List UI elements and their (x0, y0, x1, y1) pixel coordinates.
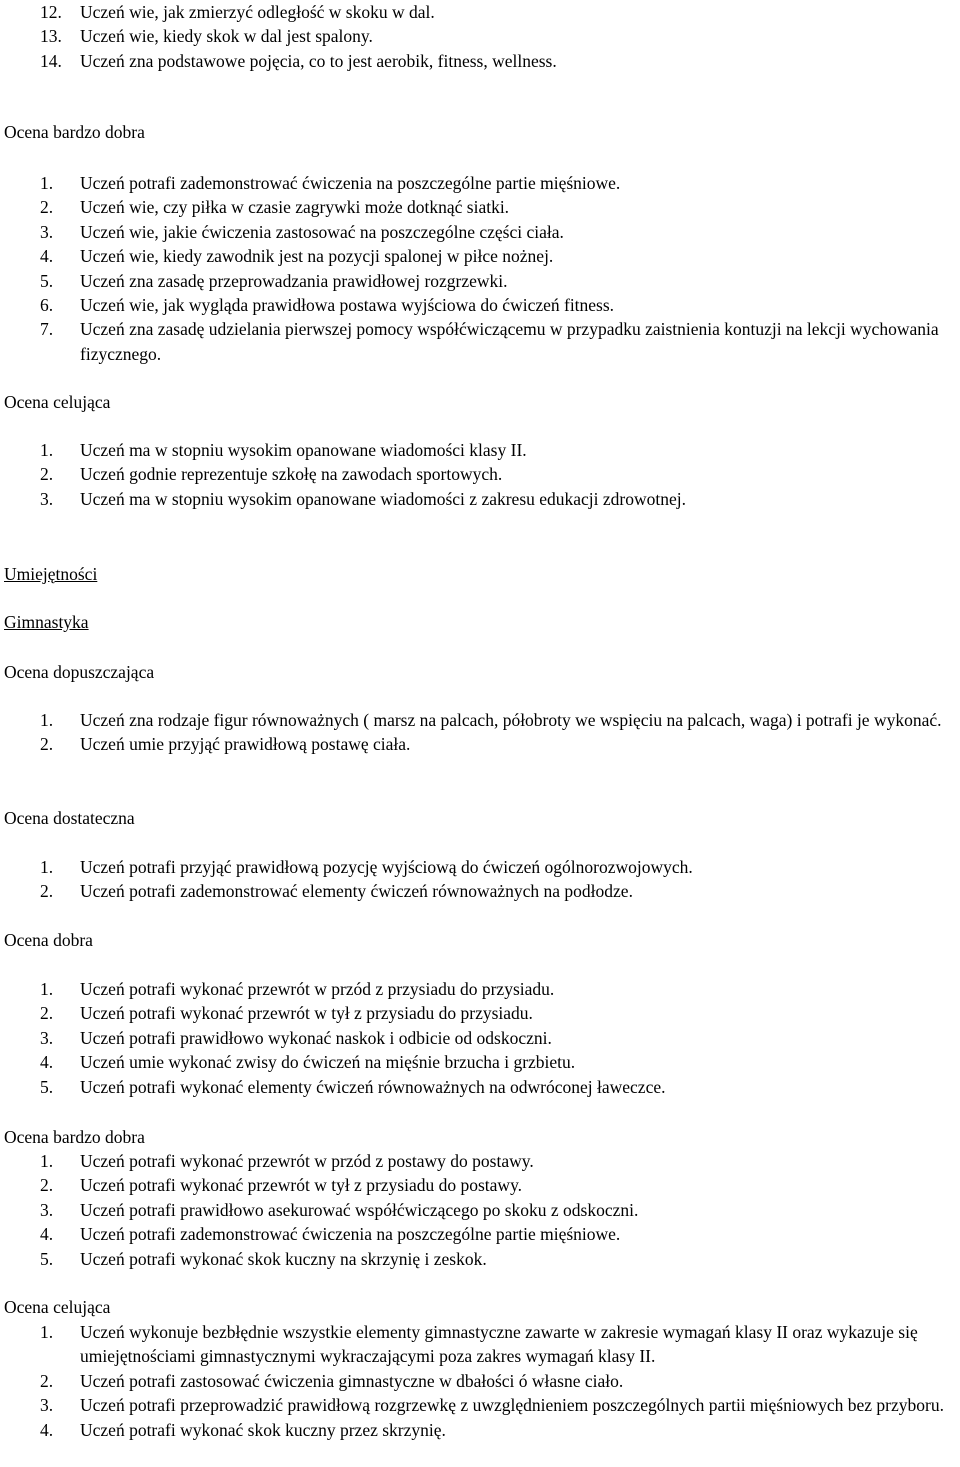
gym-bardzo-dobra-heading: Ocena bardzo dobra (4, 1127, 145, 1147)
knowledge-celujaca-heading: Ocena celująca (4, 392, 111, 412)
list-item: 2. Uczeń godnie reprezentuje szkołę na zawodach sportowych. (40, 464, 503, 485)
knowledge-celujaca-list (0, 438, 960, 511)
top-list (0, 0, 960, 73)
list-item: 1. Uczeń potrafi wykonać przewrót w przód z przysiadu do przysiadu. (40, 979, 555, 999)
list-item: 3. Uczeń potrafi prawidłowo asekurować współćwiczącego po skoku z odskoczni. (40, 1199, 639, 1220)
list-item: 2. Uczeń potrafi wykonać przewrót w tył z przysiadu do przysiadu. (40, 1003, 533, 1024)
gym-celujaca-block (0, 1320, 960, 1442)
list-item: 4. Uczeń umie wykonać zwisy do ćwiczeń na mięśnie brzucha i grzbietu. (40, 1052, 576, 1073)
list-item: 1. Uczeń potrafi zademonstrować ćwiczenia na poszczególne partie mięśniowe. (40, 173, 621, 193)
gym-dobra-block (0, 977, 960, 1099)
list-item: 4. Uczeń potrafi zademonstrować ćwiczenia na poszczególne partie mięśniowe. (40, 1224, 621, 1245)
list-item: 1. Uczeń potrafi przyjąć prawidłową pozycję wyjściową do ćwiczeń ogólnorozwojowych. (40, 857, 693, 877)
gym-celujaca-heading: Ocena celująca (4, 1297, 111, 1317)
list-item: 3. Uczeń wie, jakie ćwiczenia zastosować na poszczególne części ciała. (40, 221, 564, 242)
list-item: 2. Uczeń potrafi zademonstrować elementy ćwiczeń równoważnych na podłodze. (40, 881, 633, 902)
gym-dobra-list (0, 977, 960, 1099)
list-item: 5. Uczeń potrafi wykonać skok kuczny na skrzynię i zeskok. (40, 1248, 487, 1269)
list-item: 4. Uczeń potrafi wykonać skok kuczny przez skrzynię. (40, 1419, 446, 1440)
skills-heading: Umiejętności (4, 564, 98, 584)
list-item: 3. Uczeń potrafi prawidłowo wykonać naskok i odbicie od odskoczni. (40, 1027, 552, 1048)
list-item: 7. Uczeń zna zasadę udzielania pierwszej pomocy współćwiczącemu w przypadku zaistnienia kontuzji na lekcji wychowania fizycznego. (40, 319, 939, 364)
list-item: 12. Uczeń wie, jak zmierzyć odległość w skoku w dal. (40, 2, 435, 22)
gym-bardzo-dobra-list (0, 1149, 960, 1271)
list-item: 1. Uczeń zna rodzaje figur równoważnych ( marsz na palcach, półobroty we wspięciu na palcach, waga) i potrafi je wykonać. (40, 710, 942, 730)
list-item: 1. Uczeń wykonuje bezbłędnie wszystkie elementy gimnastyczne zawarte w zakresie wymagań klasy II oraz wykazuje się umiejętnościami gimnastycznymi wykraczającymi poza zakres wymagań klasy II. (40, 1322, 918, 1367)
list-item: 14. Uczeń zna podstawowe pojęcia, co to jest aerobik, fitness, wellness. (40, 50, 557, 71)
list-item: 13. Uczeń wie, kiedy skok w dal jest spalony. (40, 26, 373, 47)
list-item: 6. Uczeń wie, jak wygląda prawidłowa postawa wyjściowa do ćwiczeń fitness. (40, 295, 615, 316)
list-item: 3. Uczeń ma w stopniu wysokim opanowane wiadomości z zakresu edukacji zdrowotnej. (40, 488, 687, 509)
gym-bardzo-dobra-block (0, 1149, 960, 1271)
list-item: 2. Uczeń potrafi wykonać przewrót w tył z przysiadu do postawy. (40, 1175, 523, 1196)
top-list-block (0, 0, 960, 73)
gym-celujaca-list (0, 1320, 960, 1442)
knowledge-celujaca-block (0, 438, 960, 511)
list-item: 2. Uczeń wie, czy piłka w czasie zagrywki może dotknąć siatki. (40, 197, 510, 218)
list-item: 2. Uczeń umie przyjąć prawidłową postawę ciała. (40, 734, 411, 755)
gym-dopuszczajaca-list (0, 708, 960, 757)
list-item: 5. Uczeń potrafi wykonać elementy ćwiczeń równoważnych na odwróconej ławeczce. (40, 1076, 666, 1097)
list-item: 3. Uczeń potrafi przeprowadzić prawidłową rozgrzewkę z uwzględnieniem poszczególnych partii mięśniowych bez przyboru. (40, 1395, 944, 1416)
list-item: 1. Uczeń potrafi wykonać przewrót w przód z postawy do postawy. (40, 1151, 534, 1171)
knowledge-bardzo-dobra-heading: Ocena bardzo dobra (4, 122, 145, 142)
list-item: 2. Uczeń potrafi zastosować ćwiczenia gimnastyczne w dbałości ó własne ciało. (40, 1370, 624, 1391)
knowledge-bardzo-dobra-list (0, 171, 960, 366)
gym-dostateczna-heading: Ocena dostateczna (4, 808, 135, 828)
gym-dobra-heading: Ocena dobra (4, 930, 93, 950)
gymnastics-subheading: Gimnastyka (4, 612, 89, 632)
list-item: 4. Uczeń wie, kiedy zawodnik jest na pozycji spalonej w piłce nożnej. (40, 246, 554, 267)
gym-dostateczna-list (0, 855, 960, 904)
knowledge-bardzo-dobra-block (0, 171, 960, 366)
gym-dopuszczajaca-block (0, 708, 960, 757)
list-item: 5. Uczeń zna zasadę przeprowadzania prawidłowej rozgrzewki. (40, 270, 508, 291)
gym-dopuszczajaca-heading: Ocena dopuszczająca (4, 662, 155, 682)
gym-dostateczna-block (0, 855, 960, 904)
list-item: 1. Uczeń ma w stopniu wysokim opanowane wiadomości klasy II. (40, 440, 527, 460)
